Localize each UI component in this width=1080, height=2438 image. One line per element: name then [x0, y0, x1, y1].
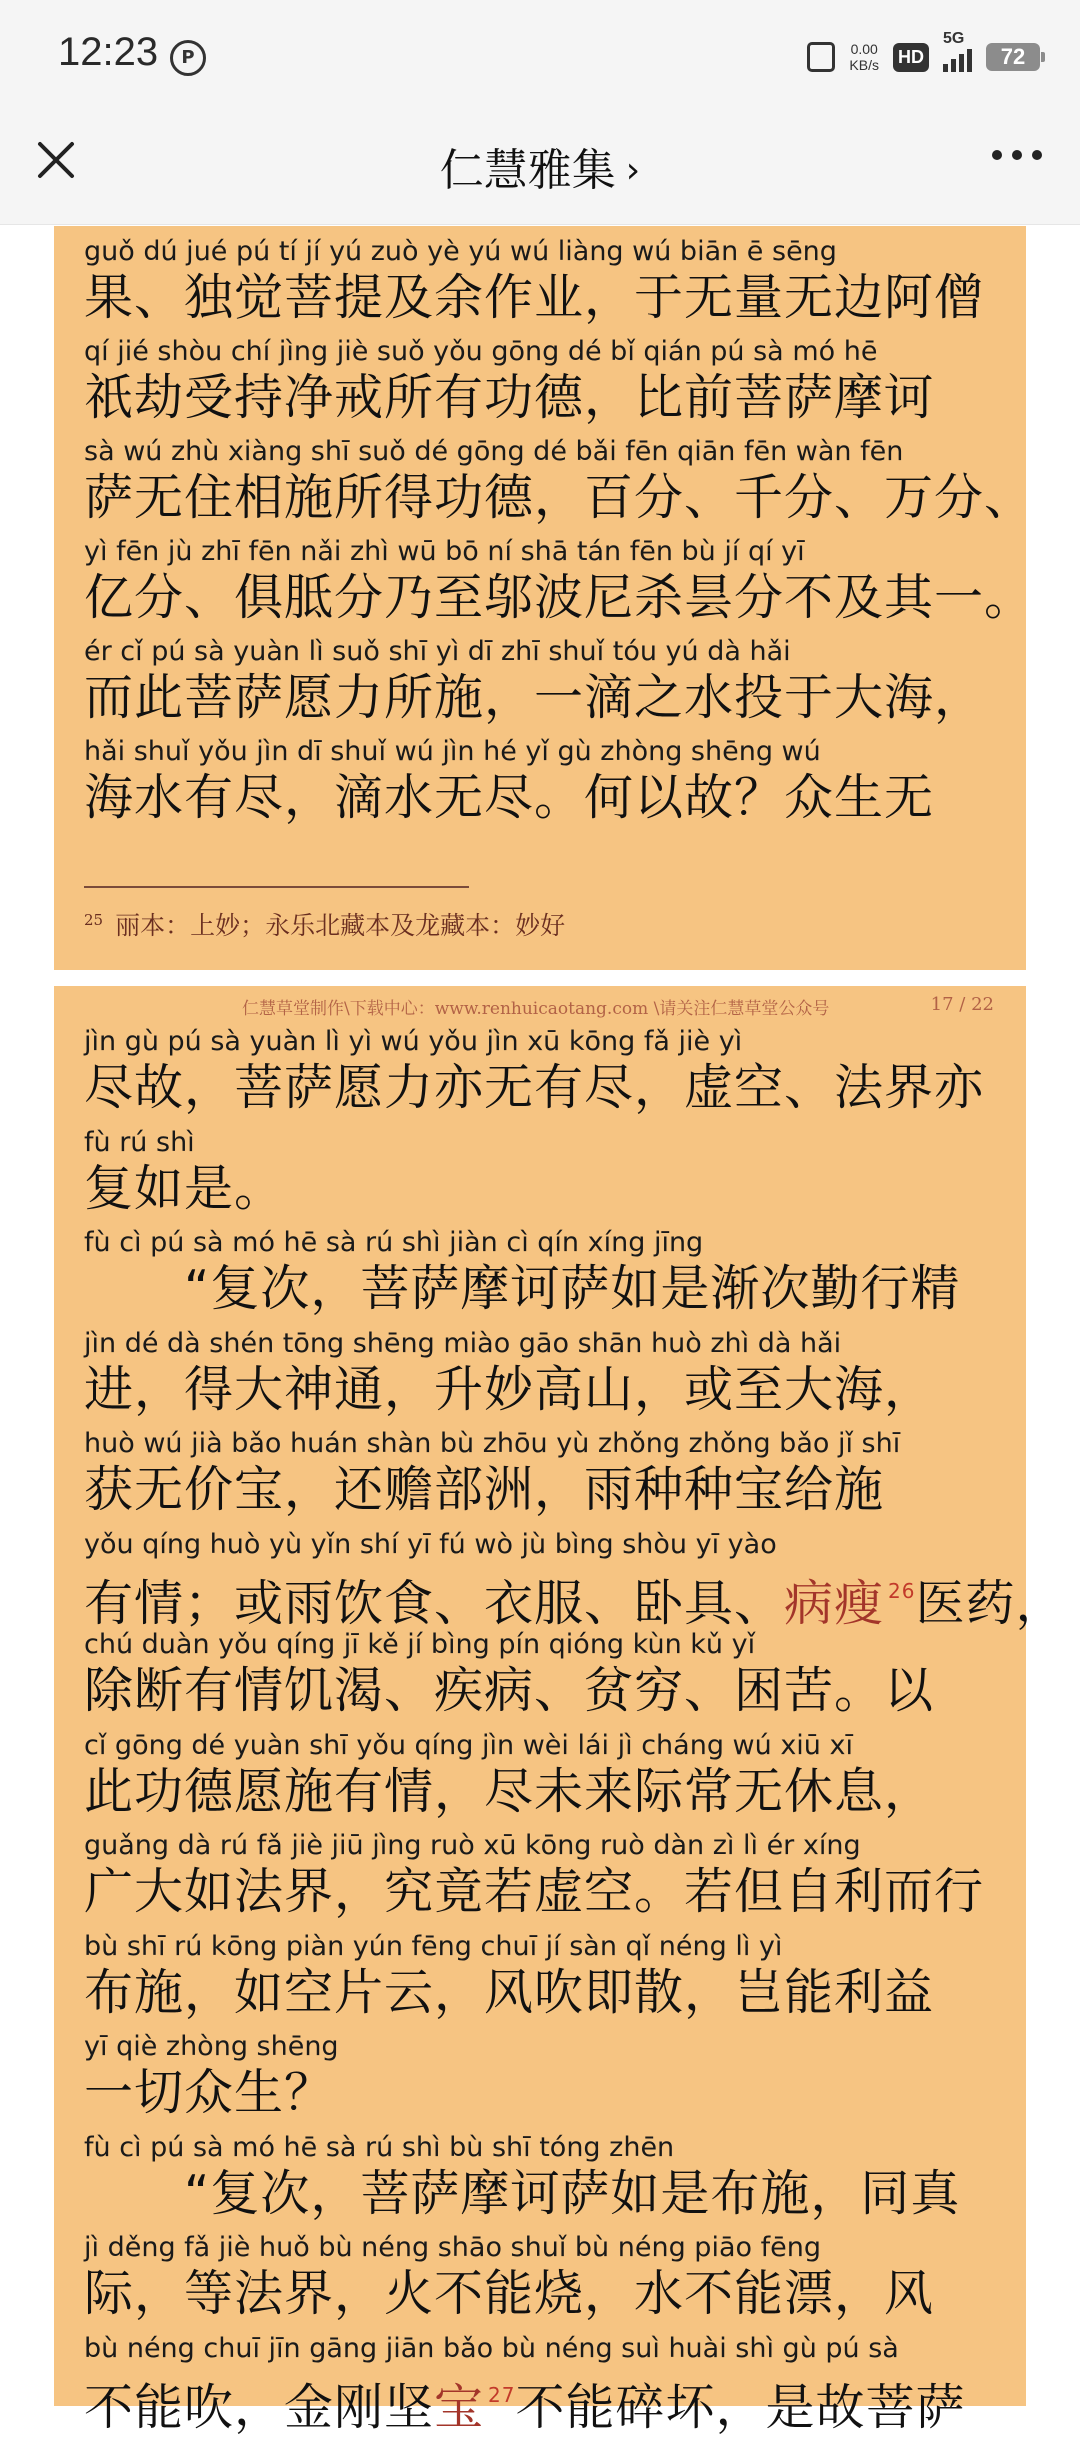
pinyin-line: yī qiè zhòng shēng [84, 2031, 339, 2062]
net-speed-value: 0.00 [850, 41, 878, 57]
hanzi-line: “复次，菩萨摩诃萨如是渐次勤行精 [84, 1260, 961, 1317]
page-number: 17 / 22 [930, 994, 994, 1015]
pinyin-line: fù cì pú sà mó hē sà rú shì jiàn cì qín xíng jīng [84, 1227, 704, 1258]
hanzi-text: 不能吹，金刚坚 [84, 2378, 435, 2436]
status-time: 12:23 [58, 30, 159, 74]
more-icon[interactable] [992, 150, 1042, 160]
hanzi-line: 复如是。 [84, 1159, 285, 1217]
hanzi-line [84, 1561, 1066, 1632]
hanzi-line: 亿分、俱胝分乃至邬波尼杀昙分不及其一。 [84, 569, 1035, 626]
battery-icon: 72 [986, 43, 1040, 71]
hanzi-line: “复次，菩萨摩诃萨如是布施，同真 [84, 2164, 961, 2222]
document-page-17 [54, 986, 1066, 2436]
hanzi-line: 尽故，菩萨愿力亦无有尽，虚空、法界亦 [84, 1059, 985, 1116]
hanzi-line: 获无价宝，还赡部洲，雨种种宝给施 [84, 1461, 885, 1518]
pinyin-line: qí jié shòu chí jìng jiè suǒ yǒu gōng dé bǐ qián pú sà mó hē [84, 336, 878, 367]
signal-label: 5G [943, 30, 965, 47]
pinyin-line: yì fēn jù zhī fēn nǎi zhì wū bō ní shā tán fēn bù jí qí yī [84, 536, 805, 567]
page-title[interactable] [0, 134, 1080, 198]
net-speed-unit: KB/s [849, 57, 879, 73]
p-circle-icon: P [170, 40, 206, 76]
pinyin-line: chú duàn yǒu qíng jī kě jí bìng pín qióng kùn kǔ yǐ [84, 1629, 756, 1660]
hanzi-line [84, 2365, 966, 2436]
hanzi-line: 此功德愿施有情，尽未来际常无休息， [84, 1762, 935, 1820]
pinyin-line: guǎng dà rú fǎ jiè jiū jìng ruò xū kōng ruò dàn zì lì ér xíng [84, 1830, 861, 1861]
chevron-right-icon[interactable]: › [625, 150, 641, 191]
pinyin-line: huò wú jià bǎo huán shàn bù zhōu yù zhǒng zhǒng bǎo jǐ shī [84, 1428, 901, 1459]
hanzi-line: 海水有尽，滴水无尽。何以故？众生无 [84, 769, 935, 826]
hanzi-line: 萨无住相施所得功德，百分、千分、万分、 [84, 469, 1035, 526]
vibrate-icon [807, 42, 835, 72]
hanzi-line: 祇劫受持净戒所有功德，比前菩萨摩诃 [84, 369, 935, 426]
hanzi-text: 医药， [915, 1574, 1066, 1632]
pinyin-line: bù shī rú kōng piàn yún fēng chuī jí sàn qǐ néng lì yì [84, 1930, 783, 1962]
page-header: 仁慧草堂制作\下载中心：www.renhuicaotang.com \请关注仁慧草堂公众号 [242, 999, 830, 1019]
pinyin-line: jìn dé dà shén tōng shēng miào gāo shān huò zhì dà hǎi [84, 1327, 842, 1359]
status-icons [807, 32, 1040, 82]
pinyin-line: fù cì pú sà mó hē sà rú shì bù shī tóng zhēn [84, 2131, 675, 2163]
pinyin-line: ér cǐ pú sà yuàn lì suǒ shī yì dī zhī shuǐ tóu yú dà hǎi [84, 636, 791, 667]
pinyin-line: fù rú shì [84, 1126, 195, 1158]
pinyin-line: yǒu qíng huò yù yǐn shí yī fú wò jù bìng shòu yī yào [84, 1528, 777, 1560]
pinyin-line: jìn gù pú sà yuàn lì yì wú yǒu jìn xū kōng fǎ jiè yì [84, 1026, 743, 1057]
footnote-text: 丽本：上妙；永乐北藏本及龙藏本：妙好 [115, 911, 566, 940]
hanzi-text: 有情；或雨饮食、衣服、卧具、 [84, 1574, 785, 1632]
annotated-word[interactable]: 宝 [434, 2378, 485, 2436]
hanzi-line: 际，等法界，火不能烧，水不能漂，风 [84, 2265, 935, 2322]
pinyin-line: hǎi shuǐ yǒu jìn dī shuǐ wú jìn hé yǐ gù zhòng shēng wú [84, 736, 821, 767]
hanzi-text: 不能碎坏，是故菩萨 [515, 2378, 966, 2436]
hanzi-line: 布施，如空片云，风吹即散，岂能利益 [84, 1963, 935, 2021]
document-page-16 [54, 226, 1035, 970]
pinyin-line: cǐ gōng dé yuàn shī yǒu qíng jìn wèi lái jì cháng wú xiū xī [84, 1729, 853, 1761]
annotated-word[interactable]: 病瘦 [784, 1574, 885, 1632]
pinyin-line: guǒ dú jué pú tí jí yú zuò yè yú wú liàng wú biān ē sēng [84, 236, 837, 267]
footnote-marker[interactable]: 26 [888, 1578, 916, 1603]
hanzi-line: 而此菩萨愿力所施，一滴之水投于大海， [84, 669, 985, 726]
footnote-divider [84, 886, 469, 888]
hanzi-line: 一切众生？ [84, 2064, 335, 2121]
signal-icon [943, 30, 972, 72]
hanzi-line: 进，得大神通，升妙高山，或至大海， [84, 1360, 935, 1418]
hd-badge: HD [893, 43, 929, 72]
footnote [84, 906, 565, 942]
pinyin-line: sà wú zhù xiàng shī suǒ dé gōng dé bǎi fēn qiān fēn wàn fēn [84, 436, 904, 467]
hanzi-line: 果、独觉菩提及余作业，于无量无边阿僧 [84, 269, 985, 326]
footnote-number: 25 [84, 910, 104, 929]
net-speed [849, 41, 879, 73]
nav-title[interactable]: 仁慧雅集 [439, 145, 616, 196]
hanzi-line: 除断有情饥渴、疾病、贫穷、困苦。以 [84, 1662, 935, 1719]
pinyin-line: bù néng chuī jīn gāng jiān bǎo bù néng suì huài shì gù pú sà [84, 2332, 899, 2364]
hanzi-line: 广大如法界，究竟若虚空。若但自利而行 [84, 1863, 985, 1920]
pinyin-line: jì děng fǎ jiè huǒ bù néng shāo shuǐ bù néng piāo fēng [84, 2232, 821, 2263]
footnote-marker[interactable]: 27 [488, 2382, 516, 2407]
